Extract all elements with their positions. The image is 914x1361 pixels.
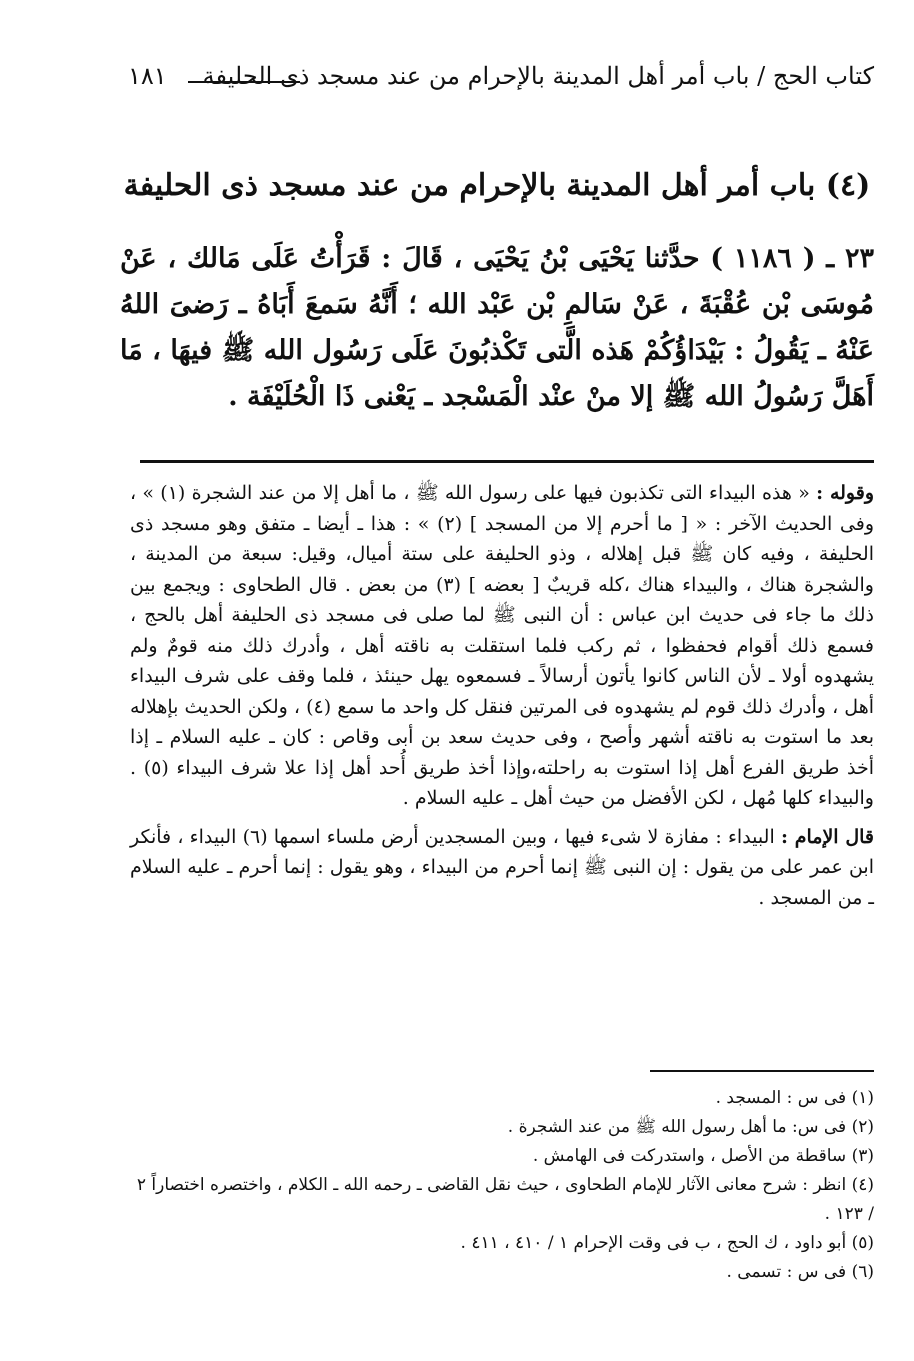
commentary-paragraph bbox=[130, 822, 874, 914]
running-header-title: كتاب الحج / باب أمر أهل المدينة بالإحرام من عند مسجد ذى الحليفة bbox=[202, 62, 874, 90]
main-separator bbox=[140, 460, 874, 463]
commentary-lead: قال الإمام : bbox=[780, 825, 875, 848]
footnote: (١) فى س : المسجد . bbox=[715, 1088, 874, 1108]
commentary-text: البيداء : مفازة لا شىء فيها ، وبين المسجدين أرض ملساء اسمها (٦) البيداء ، فأنكر ابن عمر على من يقول : إن النبى ﷺ إنما أحرم من البيداء ، وهو يقول : إنما أحرم ـ عليه السلام ـ من المسجد . bbox=[130, 825, 874, 909]
commentary-lead: وقوله : bbox=[816, 482, 875, 504]
footnote: (٢) فى س: ما أهل رسول الله ﷺ من عند الشجرة . bbox=[507, 1117, 874, 1137]
hadith-text: ٢٣ ـ ( ١١٨٦ ) حدَّثنا يَحْيَى بْنُ يَحْيَى ، قَالَ : قَرَأْتُ عَلَى مَالك ، عَنْ مُوسَى بْن عُقْبَةَ ، عَنْ سَالمِ بْن عَبْد الله ؛ أَنَّهُ سَمعَ أَبَاهُ ـ رَضىَ اللهُ عَنْهُ ـ يَقُولُ : بَيْدَاؤُكُمْ هَذه الَّتى تَكْذبُونَ عَلَى رَسُول الله ﷺ فيهَا ، مَا أَهَلَّ رَسُولُ الله ﷺ إلا منْ عنْد الْمَسْجد ـ يَعْنى ذَا الْحُلَيْفَة . bbox=[120, 243, 874, 412]
page-number: ١٨١ bbox=[128, 62, 167, 90]
footnotes bbox=[130, 1084, 874, 1287]
footnote: (٦) فى س : تسمى . bbox=[726, 1262, 874, 1282]
footnote: (٥) أبو داود ، ك الحج ، ب فى وقت الإحرام ١ / ٤١٠ ، ٤١١ . bbox=[460, 1233, 874, 1253]
commentary bbox=[130, 478, 874, 913]
header-rule bbox=[188, 81, 300, 83]
running-header bbox=[128, 58, 874, 98]
footnote-separator bbox=[650, 1070, 874, 1072]
commentary-text: « هذه البيداء التى تكذبون فيها على رسول الله ﷺ ، ما أهل إلا من عند الشجرة (١) » ، وفى الحديث الآخر : « [ ما أحرم إلا من المسجد ] (٢) » : هذا ـ أيضا ـ متفق وهو مسجد ذى الحليفة ، وفيه كان ﷺ قبل إهلاله ، وذو الحليفة على ستة أميال، وقيل: سبعة من المدينة ، والشجرة هناك ، والبيداء هناك ،كله قريبٌ [ بعضه ] (٣) من بعض . قال الطحاوى : ويجمع بين ذلك ما جاء فى حديث ابن عباس : أن النبى ﷺ لما صلى فى مسجد ذى الحليفة أهل بالحج ، فسمع ذلك أقوام فحفظوا ، ثم ركب فلما استقلت به ناقته أهل ، وأدرك ذلك منه قومٌ ولم يشهدوه أولا ـ لأن الناس كانوا يأتون أرسالاً ـ فسمعوه يهل حينئذ ، فلما وقف على شرف البيداء أهل ، وأدرك ذلك قوم لم يشهدوه فى المرتين فنقل كل واحد ما سمع (٤) ، ولكن الحديث بإهلاله بعد ما استوت به ناقته أشهر وأصح ، وفى حديث سعد بن أبى وقاص : كان ـ عليه السلام ـ إذا أخذ طريق الفرع أهل إذا استوت به راحلته،وإذا أخذ طريق أُحد أهل إذا علا شرف البيداء (٥) . والبيداء كلها مُهل ، لكن الأفضل من حيث أهل ـ عليه السلام . bbox=[130, 482, 875, 809]
commentary-paragraph bbox=[130, 478, 874, 814]
footnote: (٣) ساقطة من الأصل ، واستدركت فى الهامش . bbox=[532, 1146, 874, 1166]
footnote: (٤) انظر : شرح معانى الآثار للإمام الطحاوى ، حيث نقل القاضى ـ رحمه الله ـ الكلام ، واختصره اختصاراً ٢ / ١٢٣ . bbox=[136, 1175, 874, 1224]
chapter-title: (٤) باب أمر أهل المدينة بالإحرام من عند مسجد ذى الحليفة bbox=[123, 168, 871, 203]
